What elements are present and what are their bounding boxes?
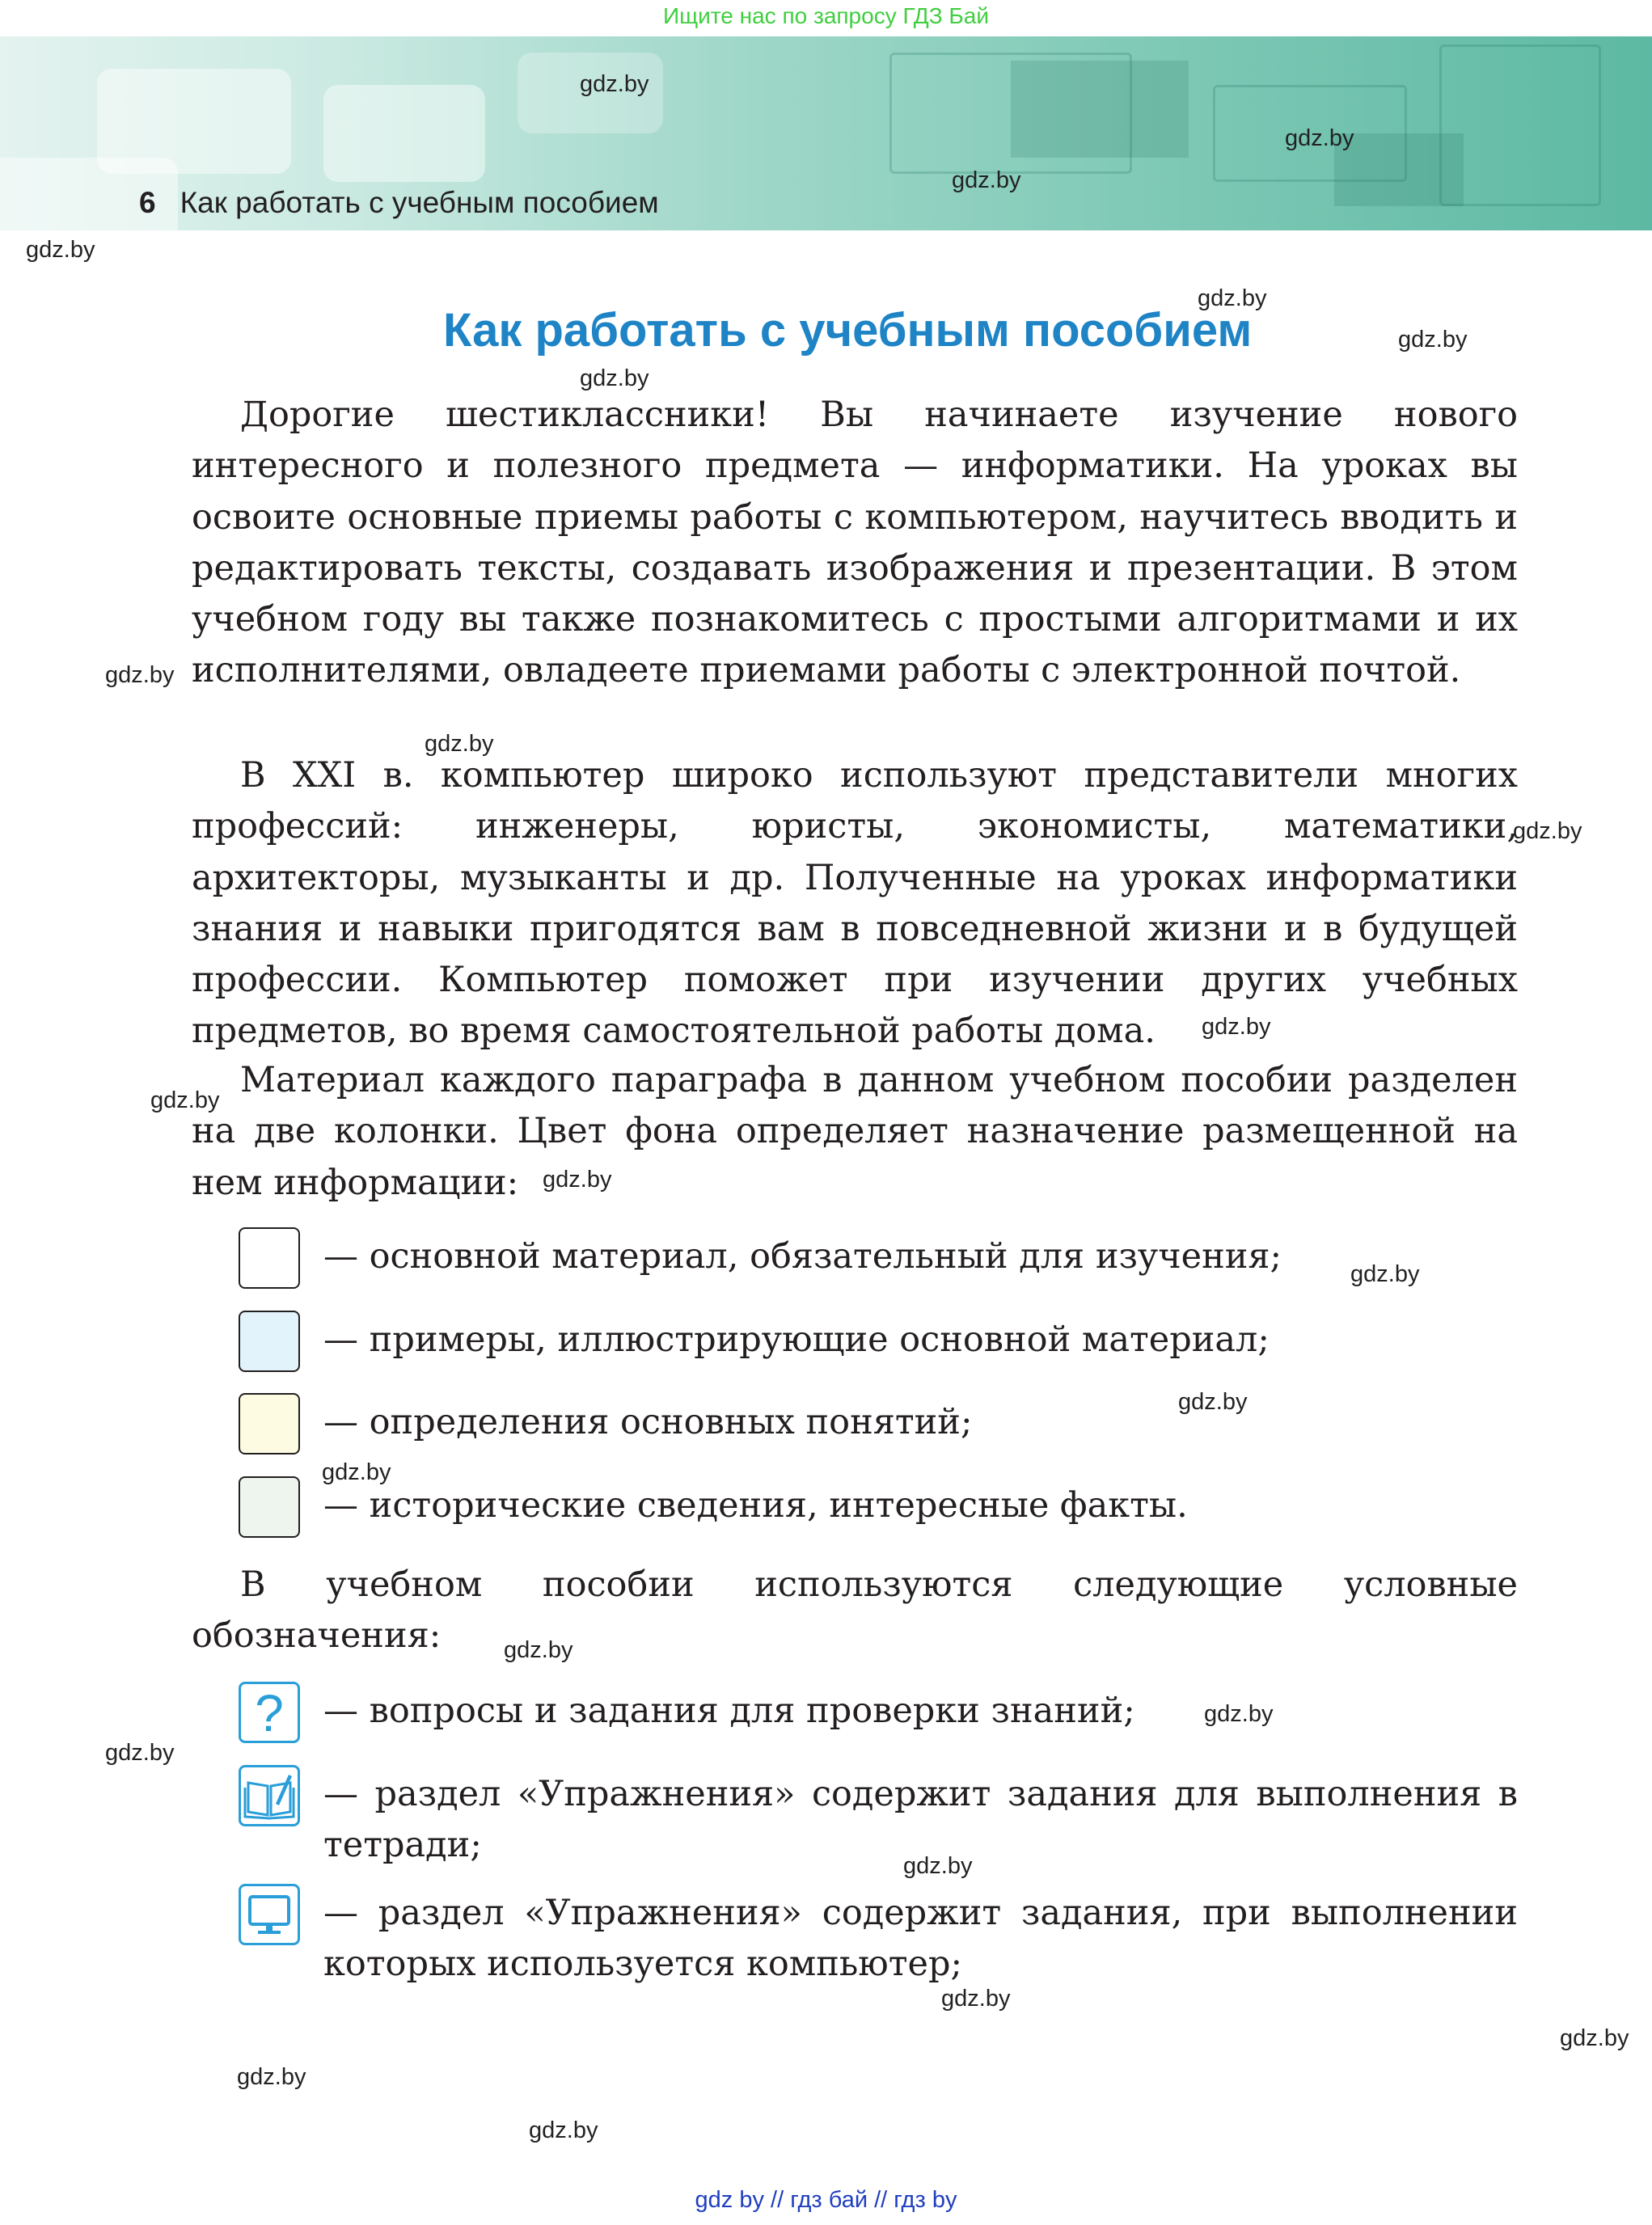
paragraph-columns: Материал каждого параграфа в данном учебном пособии разделен на две колонки. Цвет фона определяет назначение размещенной на нем информации:	[192, 1060, 1518, 1203]
paragraph-symbols-intro: В учебном пособии используются следующие условные обозначения:	[192, 1564, 1518, 1657]
legend-swatch-green	[239, 1476, 300, 1538]
watermark: gdz.by	[504, 1637, 573, 1663]
running-head	[139, 186, 659, 220]
watermark: gdz.by	[580, 365, 649, 391]
watermark: gdz.by	[1204, 1701, 1274, 1727]
symbol-text: — вопросы и задания для проверки знаний;	[323, 1691, 1135, 1731]
paragraph-intro: Дорогие шестиклассники! Вы начинаете изучение нового интересного и полезного предмета — информатики. На уроках вы освоите основные приемы работы с компьютером, научитесь вводить и редактировать тексты, создавать изображения и презентации. В этом учебном году вы также познакомитесь с простыми алгоритмами и их исполнителями, овладеете приемами работы с электронной почтой.	[192, 395, 1518, 691]
legend-row	[239, 1311, 300, 1372]
watermark: gdz.by	[1350, 1261, 1420, 1287]
svg-text:?: ?	[255, 1686, 284, 1739]
running-head-title: Как работать с учебным пособием	[180, 186, 659, 219]
computer-monitor-icon	[239, 1884, 300, 1945]
watermark: gdz.by	[1202, 1014, 1271, 1040]
legend-swatch-yellow	[239, 1393, 300, 1454]
watermark: gdz.by	[1178, 1389, 1248, 1415]
legend-text: — исторические сведения, интересные факты.	[323, 1485, 1188, 1526]
legend-row	[239, 1227, 300, 1289]
watermark: gdz.by	[952, 167, 1021, 193]
legend-swatch-white	[239, 1227, 300, 1289]
watermark: gdz.by	[1560, 2025, 1629, 2051]
watermark: gdz.by	[1198, 285, 1267, 311]
watermark: gdz.by	[1285, 125, 1354, 151]
watermark: gdz.by	[941, 1986, 1011, 2012]
top-link[interactable]: Ищите нас по запросу ГДЗ Бай	[662, 3, 990, 28]
legend-row	[239, 1476, 300, 1538]
watermark: gdz.by	[26, 237, 95, 263]
page-title: Как работать с учебным пособием	[443, 304, 1253, 357]
watermark: gdz.by	[150, 1087, 220, 1113]
symbol-text: — раздел «Упражнения» содержит задания для выполнения в тетради;	[323, 1774, 1518, 1866]
paragraph-professions: В XXI в. компьютер широко используют представители многих профессий: инженеры, юристы, экономисты, математики, архитекторы, музыканты и др. Полученные на уроках информатики знания и навыки пригодятся вам в повседневной жизни и в будущей профессии. Компьютер поможет при изучении других учебных предметов, во время самостоятельной работы дома.	[192, 755, 1518, 1052]
watermark: gdz.by	[1513, 818, 1582, 844]
watermark: gdz.by	[105, 1740, 175, 1766]
watermark: gdz.by	[529, 2117, 598, 2143]
watermark: gdz.by	[1398, 327, 1468, 353]
watermark: gdz.by	[543, 1167, 612, 1193]
legend-text: — примеры, иллюстрирующие основной материал;	[323, 1319, 1270, 1360]
notebook-pen-icon	[239, 1765, 300, 1826]
symbol-text: — раздел «Упражнения» содержит задания, при выполнении которых используется компьютер;	[323, 1893, 1518, 1985]
watermark: gdz.by	[237, 2064, 306, 2090]
legend-swatch-blue	[239, 1311, 300, 1372]
watermark: gdz.by	[322, 1459, 391, 1485]
watermark: gdz.by	[580, 71, 649, 97]
page-number: 6	[139, 186, 156, 219]
footer-links[interactable]: gdz by // гдз бай // гдз by	[695, 2187, 957, 2213]
watermark: gdz.by	[105, 662, 175, 688]
watermark: gdz.by	[903, 1853, 973, 1879]
legend-row	[239, 1393, 300, 1454]
legend-text: — основной материал, обязательный для изучения;	[323, 1236, 1282, 1277]
legend-text: — определения основных понятий;	[323, 1402, 973, 1442]
question-icon	[239, 1682, 300, 1743]
watermark: gdz.by	[425, 731, 494, 757]
